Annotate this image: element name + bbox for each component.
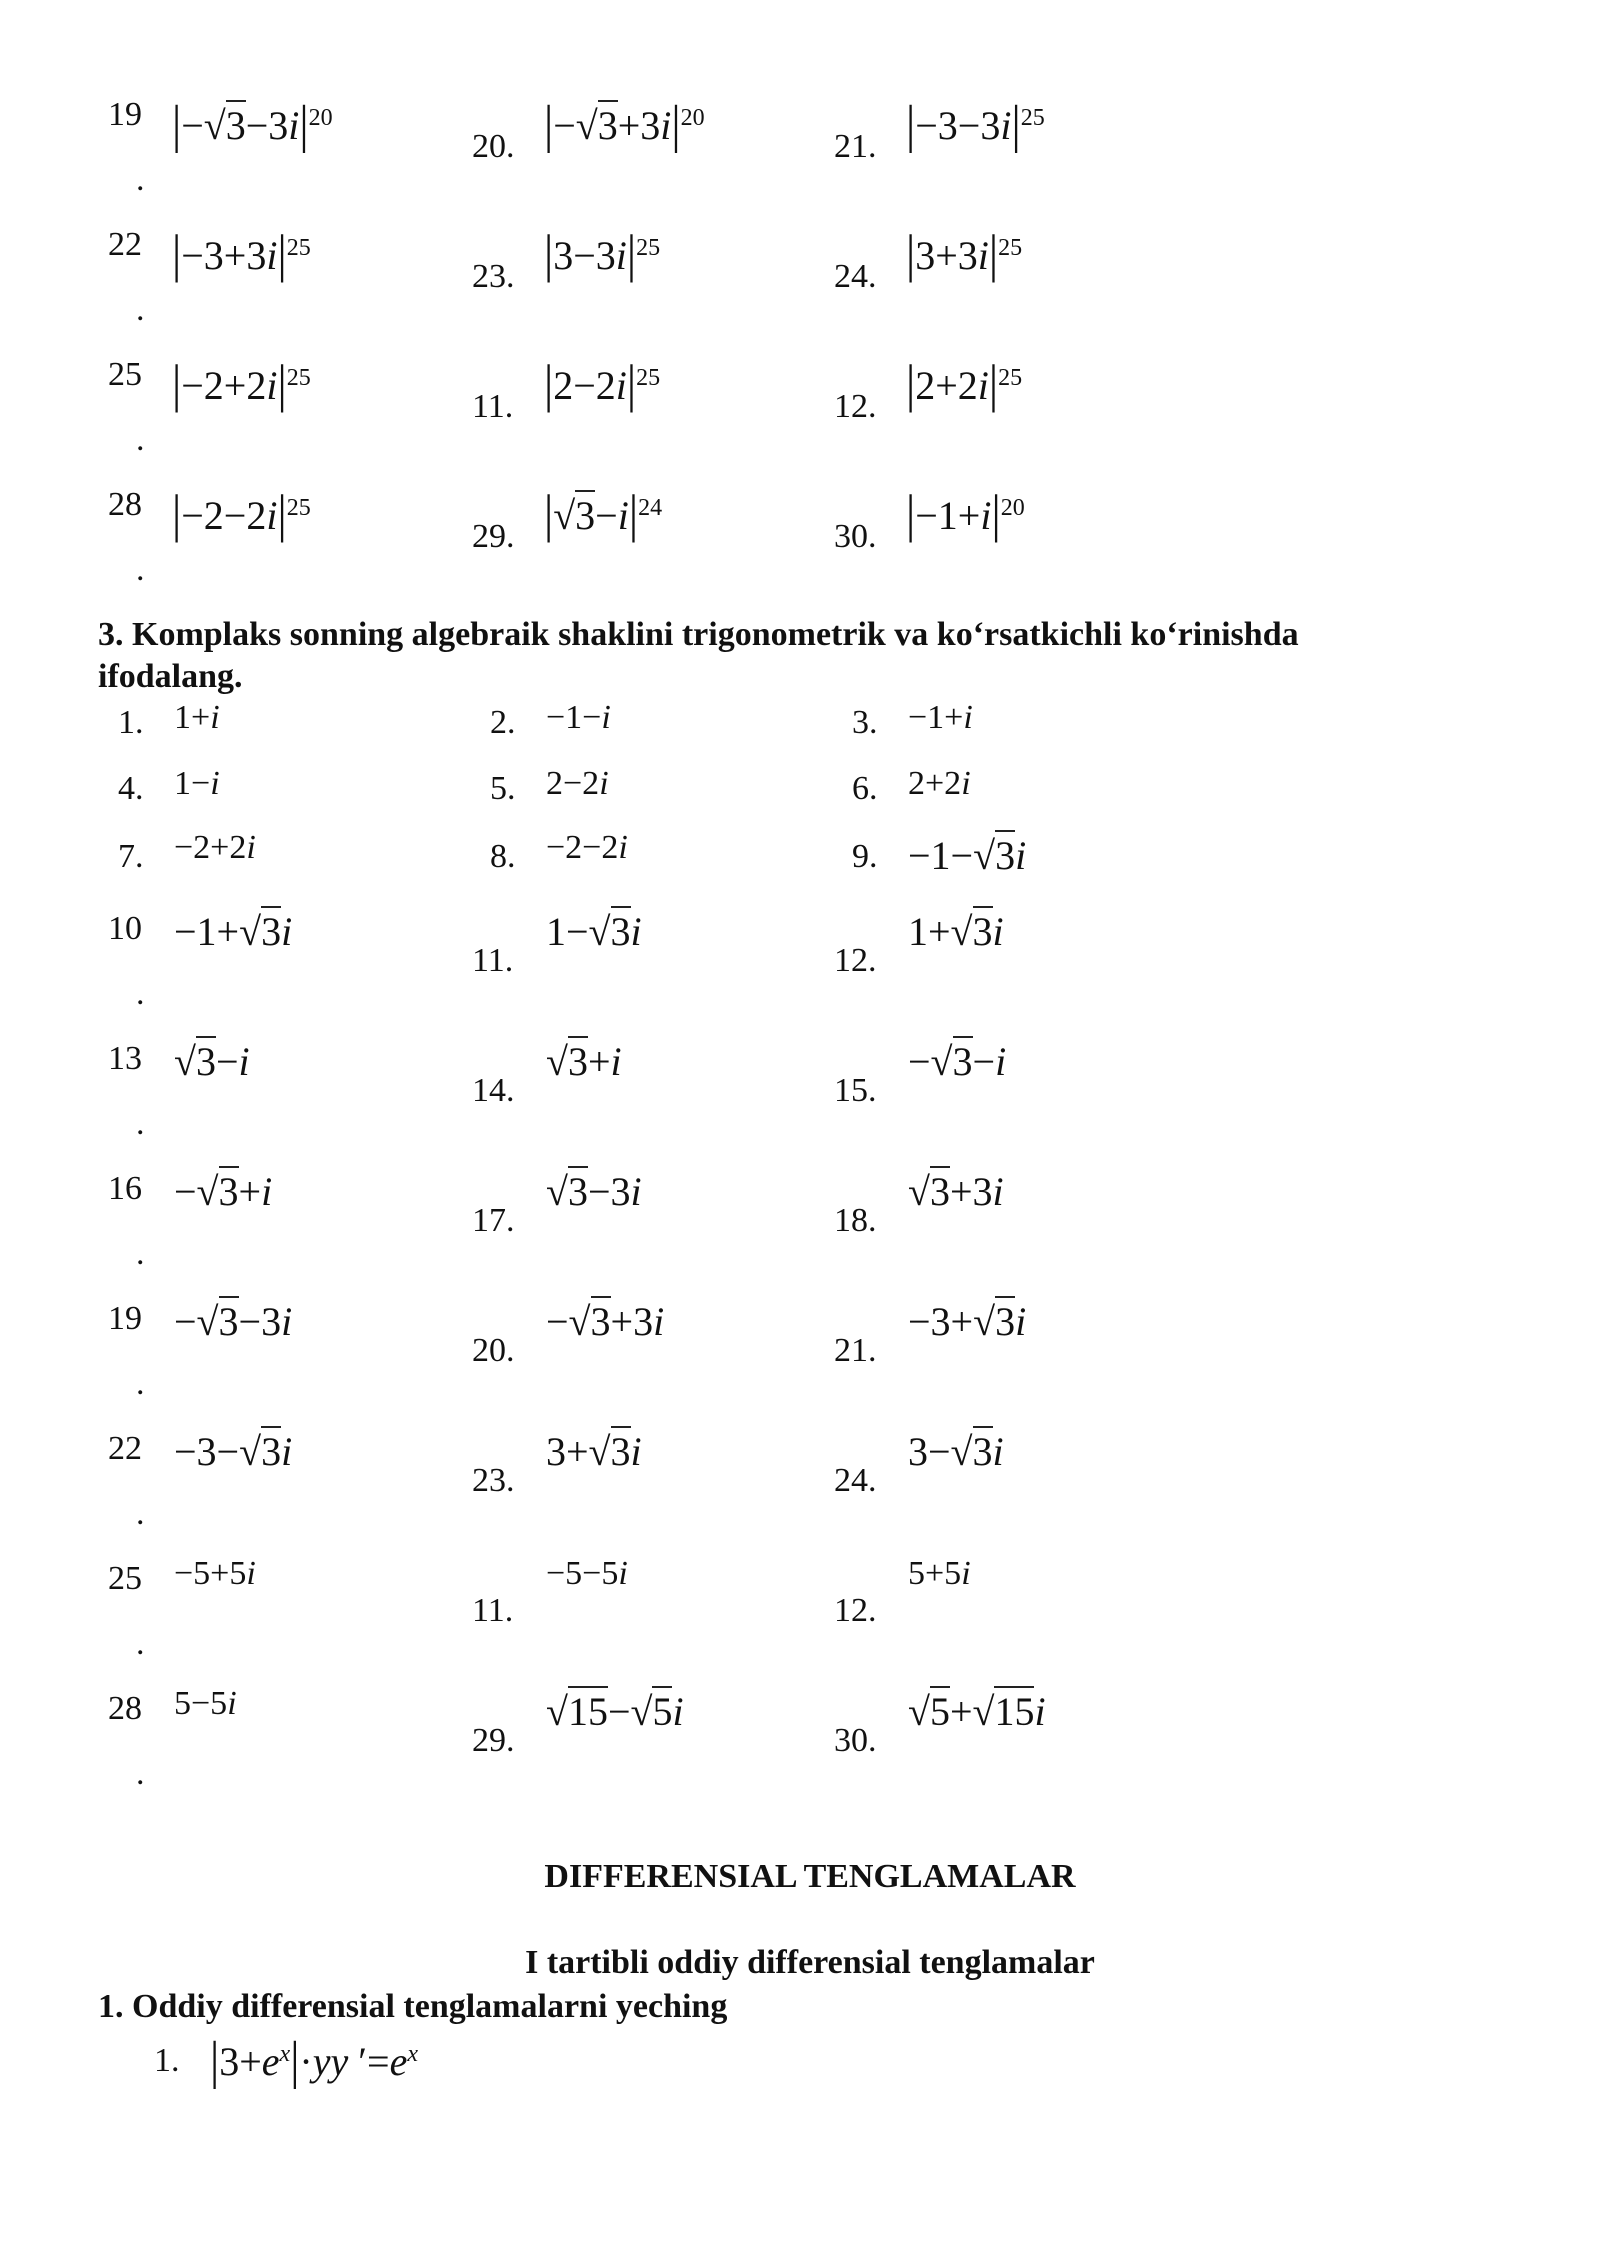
section-heading: 1. Oddiy differensial tenglamalarni yeching <box>98 1988 728 2025</box>
math-expression: −1+√3i <box>174 908 292 956</box>
item-number: 20. <box>472 1332 515 1369</box>
item-number-dot: . <box>136 161 145 198</box>
math-expression: −5−5i <box>546 1555 628 1592</box>
item-number: 19 <box>108 96 142 133</box>
item-number-dot: . <box>136 551 145 588</box>
math-expression: −√3−i <box>908 1038 1006 1086</box>
item-number: 22 <box>108 226 142 263</box>
item-number: 10 <box>108 910 142 947</box>
chapter-subtitle: I tartibli oddiy differensial tenglamalar <box>525 1944 1095 1981</box>
item-number: 12. <box>834 942 877 979</box>
math-expression: $|-2+2i|^{25}$ <box>172 354 311 413</box>
math-expression: 5+5i <box>908 1555 971 1592</box>
math-expression: −3−√3i <box>174 1428 292 1476</box>
math-expression: −5+5i <box>174 1555 256 1592</box>
math-expression: −1+i <box>908 699 973 736</box>
math-expression: 1+√3i <box>908 908 1004 956</box>
item-number: 24. <box>834 258 877 295</box>
section-heading-cont: ifodalang. <box>98 658 243 695</box>
math-expression: √3+i <box>546 1038 622 1086</box>
math-expression: $|3-3i|^{25}$ <box>544 224 661 283</box>
math-expression: −2+2i <box>174 829 256 866</box>
math-expression: −2−2i <box>546 829 628 866</box>
math-expression: $|-√3+3i|^{20}$ <box>544 94 705 153</box>
item-number-dot: . <box>136 1495 145 1532</box>
math-expression: 2+2i <box>908 765 971 802</box>
math-expression: √5+√15i <box>908 1688 1046 1736</box>
math-expression: $|2-2i|^{25}$ <box>544 354 661 413</box>
item-number: 4. <box>118 770 144 807</box>
section-heading: 3. Komplaks sonning algebraik shaklini trigonometrik va ko‘rsatkichli ko‘rinishda <box>98 616 1299 653</box>
math-expression: −√3+3i <box>546 1298 664 1346</box>
item-number: 15. <box>834 1072 877 1109</box>
item-number: 23. <box>472 258 515 295</box>
math-expression: $|√3-i|^{24}$ <box>544 484 663 543</box>
item-number: 9. <box>852 838 878 875</box>
math-expression: −1−i <box>546 699 611 736</box>
item-number: 22 <box>108 1430 142 1467</box>
item-number: 29. <box>472 518 515 555</box>
item-number: 8. <box>490 838 516 875</box>
item-number: 1. <box>154 2042 180 2079</box>
math-expression: 1−i <box>174 765 220 802</box>
item-number: 28 <box>108 486 142 523</box>
item-number: 3. <box>852 704 878 741</box>
item-number-dot: . <box>136 1625 145 1662</box>
math-expression: 2−2i <box>546 765 609 802</box>
item-number: 25 <box>108 356 142 393</box>
item-number: 13 <box>108 1040 142 1077</box>
math-expression: 3+√3i <box>546 1428 642 1476</box>
item-number: 23. <box>472 1462 515 1499</box>
item-number-dot: . <box>136 1365 145 1402</box>
math-expression: √3−3i <box>546 1168 642 1216</box>
item-number: 5. <box>490 770 516 807</box>
math-expression: $|-3-3i|^{25}$ <box>906 94 1045 153</box>
math-expression: $|-1+i|^{20}$ <box>906 484 1025 543</box>
chapter-title: DIFFERENSIAL TENGLAMALAR <box>544 1858 1076 1895</box>
math-expression: $|3+e^x|\cdot yy$ $'=e^x$ <box>210 2030 418 2089</box>
item-number: 28 <box>108 1690 142 1727</box>
item-number: 11. <box>472 1592 514 1629</box>
math-expression: 1−√3i <box>546 908 642 956</box>
math-expression: 1+i <box>174 699 220 736</box>
item-number: 29. <box>472 1722 515 1759</box>
math-expression: 5−5i <box>174 1685 237 1722</box>
item-number-dot: . <box>136 1105 145 1142</box>
item-number-dot: . <box>136 421 145 458</box>
math-expression: −√3+i <box>174 1168 272 1216</box>
math-expression: √3−i <box>174 1038 250 1086</box>
item-number: 14. <box>472 1072 515 1109</box>
math-expression: −1−√3i <box>908 832 1026 880</box>
item-number: 19 <box>108 1300 142 1337</box>
math-expression: −√3−3i <box>174 1298 292 1346</box>
item-number: 7. <box>118 838 144 875</box>
item-number: 12. <box>834 388 877 425</box>
item-number-dot: . <box>136 1755 145 1792</box>
math-expression: √3+3i <box>908 1168 1004 1216</box>
math-expression: −3+√3i <box>908 1298 1026 1346</box>
item-number: 20. <box>472 128 515 165</box>
item-number: 18. <box>834 1202 877 1239</box>
item-number: 21. <box>834 128 877 165</box>
item-number: 6. <box>852 770 878 807</box>
math-expression: $|2+2i|^{25}$ <box>906 354 1023 413</box>
item-number: 17. <box>472 1202 515 1239</box>
item-number: 30. <box>834 518 877 555</box>
item-number: 12. <box>834 1592 877 1629</box>
item-number-dot: . <box>136 1235 145 1272</box>
math-expression: $|-√3-3i|^{20}$ <box>172 94 333 153</box>
item-number-dot: . <box>136 291 145 328</box>
item-number: 21. <box>834 1332 877 1369</box>
math-expression: $|3+3i|^{25}$ <box>906 224 1023 283</box>
item-number: 1. <box>118 704 144 741</box>
item-number: 30. <box>834 1722 877 1759</box>
math-expression: $|-2-2i|^{25}$ <box>172 484 311 543</box>
item-number: 2. <box>490 704 516 741</box>
item-number-dot: . <box>136 975 145 1012</box>
math-expression: √15−√5i <box>546 1688 684 1736</box>
math-expression: 3−√3i <box>908 1428 1004 1476</box>
math-expression: $|-3+3i|^{25}$ <box>172 224 311 283</box>
item-number: 24. <box>834 1462 877 1499</box>
item-number: 25 <box>108 1560 142 1597</box>
item-number: 11. <box>472 942 514 979</box>
item-number: 16 <box>108 1170 142 1207</box>
item-number: 11. <box>472 388 514 425</box>
